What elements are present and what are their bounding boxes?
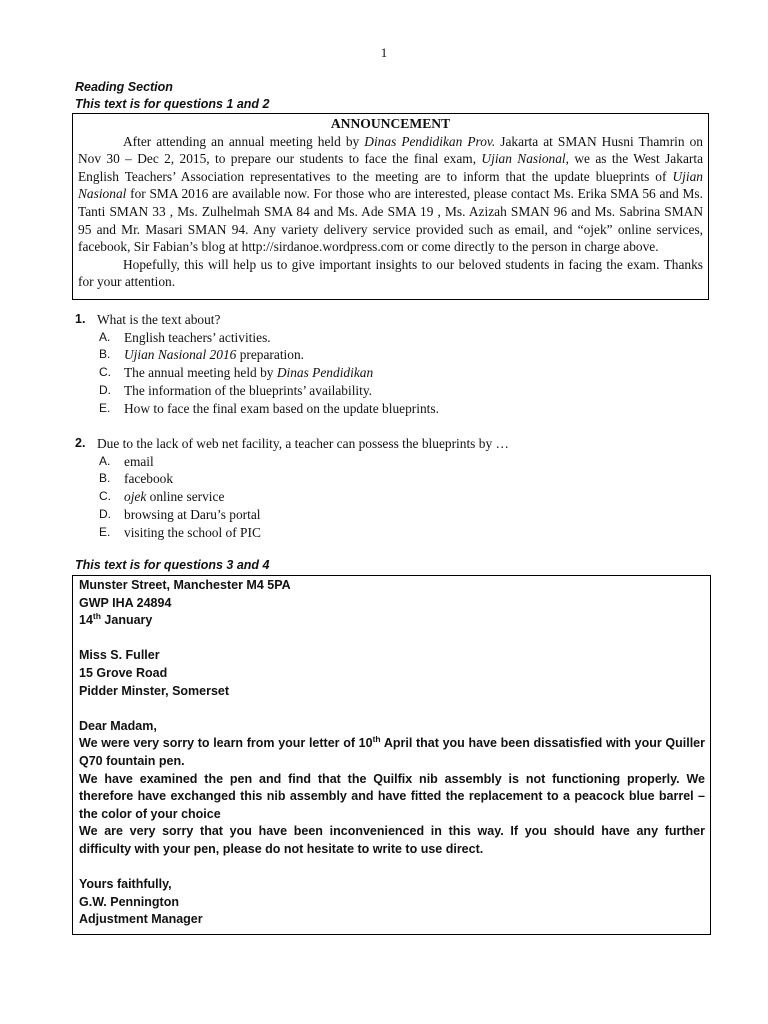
questions-3-4-intro: This text is for questions 3 and 4 — [75, 558, 270, 572]
announcement-box — [72, 113, 709, 300]
question-number: 2. — [75, 436, 86, 450]
option-d: D. The information of the blueprints’ availability. — [99, 382, 373, 398]
closing: Yours faithfully, — [79, 877, 172, 892]
option-a: A. English teachers’ activities. — [99, 329, 271, 345]
option-b: B. facebook — [99, 471, 174, 487]
letter-date: 14th January — [79, 611, 153, 628]
option-a: A. email — [99, 453, 154, 469]
question-stem: What is the text about? — [97, 312, 221, 327]
signer-name: G.W. Pennington — [79, 894, 179, 909]
option-e: E. How to face the final exam based on the update blueprints. — [99, 400, 439, 416]
announcement-paragraph-2: Hopefully, this will help us to give important insights to our beloved students in facing the exam. Thanks for your attention. — [78, 256, 703, 290]
recipient-street: 15 Grove Road — [79, 665, 168, 680]
recipient-city: Pidder Minster, Somerset — [79, 683, 230, 698]
option-e: E. visiting the school of PIC — [99, 524, 261, 540]
option-c: C. ojek online service — [99, 489, 225, 505]
letter-body-1: We were very sorry to learn from your letter of 10th April that you have been dissatisfied with your Quiller Q70 fountain pen. — [79, 734, 705, 768]
signer-title: Adjustment Manager — [79, 912, 203, 927]
recipient-name: Miss S. Fuller — [79, 648, 160, 663]
letter-body-2: We have examined the pen and find that the Quilfix nib assembly is not functioning properly. We therefore have exchanged this nib assembly and have fitted the replacement to a peacock blue barrel – the color of your choice — [79, 771, 705, 821]
reference-number: GWP IHA 24894 — [79, 595, 172, 610]
reading-section-heading: Reading Section — [75, 80, 173, 94]
letter-box — [72, 575, 711, 935]
announcement-title: ANNOUNCEMENT — [330, 116, 451, 131]
question-number: 1. — [75, 312, 86, 326]
option-b: B. Ujian Nasional 2016 preparation. — [99, 347, 305, 363]
option-d: D. browsing at Daru’s portal — [99, 506, 261, 522]
question-1 — [75, 311, 715, 417]
question-stem: Due to the lack of web net facility, a teacher can possess the blueprints by … — [97, 436, 509, 451]
letter-body-3: We are very sorry that you have been inconvenienced in this way. If you should have any further difficulty with your pen, please do not hesitate to write to use direct. — [79, 824, 705, 856]
questions-1-2-intro: This text is for questions 1 and 2 — [75, 97, 270, 111]
salutation: Dear Madam, — [79, 718, 157, 733]
question-2 — [75, 435, 715, 541]
announcement-paragraph-1: After attending an annual meeting held by Dinas Pendidikan Prov. Jakarta at SMAN Husni Thamrin on Nov 30 – Dec 2, 2015, to prepare our students to face the final exam, Ujian Nasional, we as the West Jakarta English Teachers’ Association representatives to the meeting are to inform that the update blueprints of Ujian Nasional for SMA 2016 are available now. For those who are interested, please contact Ms. Erika SMA 56 and Ms. Tanti SMAN 33 , Ms. Zulhelmah SMA 84 and Ms. Ade SMA 19 , Ms. Azizah SMAN 96 and Ms. Sabrina SMAN 95 and Mr. Masari SMAN 94. Any variety delivery service provided such as email, and “ojek” online services, facebook, Sir Fabian’s blog at http://sirdanoe.wordpress.com or come directly to the person in charge above. — [78, 133, 704, 255]
sender-address: Munster Street, Manchester M4 5PA — [79, 578, 291, 592]
page-number: 1 — [380, 45, 388, 60]
option-c: C. The annual meeting held by Dinas Pendidikan — [99, 365, 374, 381]
